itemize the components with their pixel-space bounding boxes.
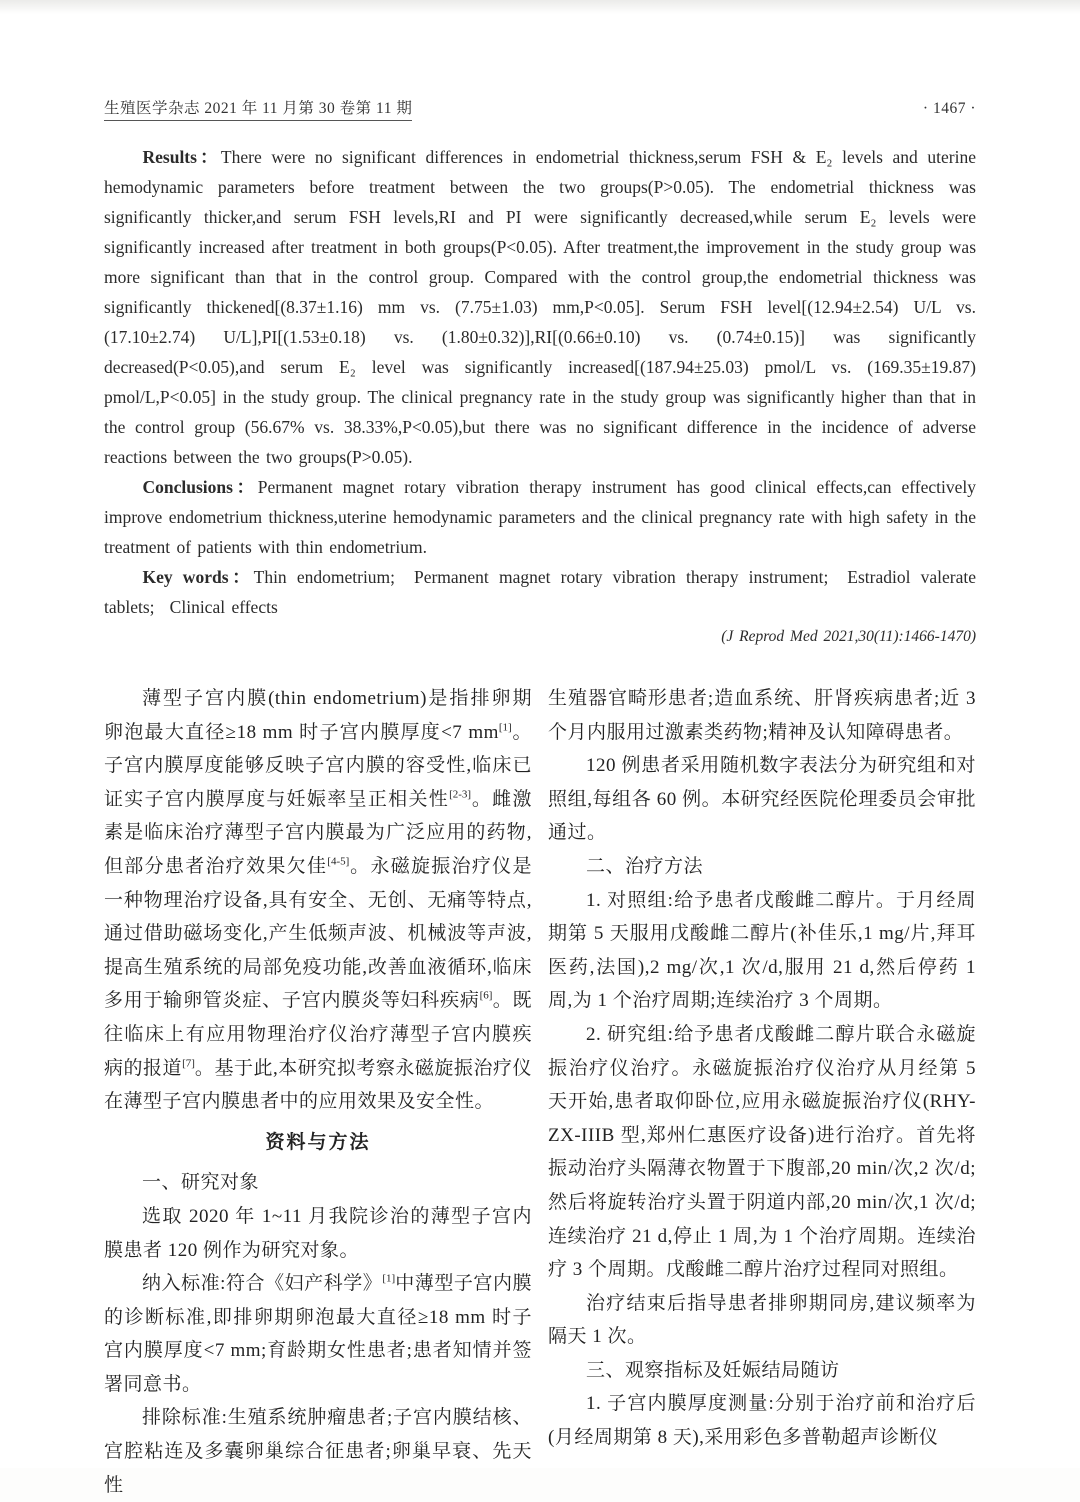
journal-citation: (J Reprod Med 2021,30(11):1466-1470) xyxy=(721,628,976,645)
paragraph: 薄型子宫内膜(thin endometrium)是指排卵期卵泡最大直径≥18 mm 时子宫内膜厚度<7 mm[1]。子宫内膜厚度能够反映子宫内膜的容受性,临床已证实子宫内膜厚度与妊娠率呈正相关性[2-3]。雌激素是临床治疗薄型子宫内膜最为广泛应用的药物,但部分患者治疗效果欠佳[4-5]。永磁旋振治疗仪是一种物理治疗设备,具有安全、无创、无痛等特点,通过借助磁场变化,产生低频声波、机械波等声波,提高生殖系统的局部免疫功能,改善血液循环,临床多用于输卵管炎症、子宫内膜炎等妇科疾病[6]。既往临床上有应用物理治疗仪治疗薄型子宫内膜疾病的报道[7]。基于此,本研究拟考察永磁旋振治疗仪在薄型子宫内膜患者中的应用效果及安全性。 xyxy=(104,688,532,1113)
abstract-keywords-paragraph xyxy=(104,562,976,622)
paragraph: 三、观察指标及妊娠结局随访 xyxy=(586,1359,840,1381)
abstract-conclusions-paragraph xyxy=(104,472,976,562)
left-column xyxy=(104,682,532,1502)
paragraph: 一、研究对象 xyxy=(142,1172,260,1194)
page-header xyxy=(104,96,976,121)
page-number: · 1467 · xyxy=(922,100,976,117)
journal-title: 生殖医学杂志 2021 年 11 月第 30 卷第 11 期 xyxy=(104,96,412,121)
reference-marker: [1] xyxy=(498,721,512,734)
right-column xyxy=(548,682,976,1502)
body-columns xyxy=(104,682,976,1502)
paragraph: 2. 研究组:给予患者戊酸雌二醇片联合永磁旋振治疗仪治疗。永磁旋振治疗仪治疗从月经第 5 天开始,患者取仰卧位,应用永磁旋振治疗仪(RHY-ZX-IIIB 型,郑州仁惠医疗设备)进行治疗。首先将振动治疗头隔薄衣物置于下腹部,20 min/次,2 次/d;然后将旋转治疗头置于阴道内部,20 min/次,1 次/d;连续治疗 21 d,停止 1 周,为 1 个治疗周期。连续治疗 3 个周期。戊酸雌二醇片治疗过程同对照组。 xyxy=(548,1023,976,1281)
paragraph: 二、治疗方法 xyxy=(586,855,704,877)
paragraph: 1. 对照组:给予患者戊酸雌二醇片。于月经周期第 5 天服用戊酸雌二醇片(补佳乐,1 mg/片,拜耳医药,法国),2 mg/次,1 次/d,服用 21 d,然后停药 1 周,为 1 个治疗周期;连续治疗 3 个周期。 xyxy=(548,889,976,1012)
reference-marker: [7] xyxy=(182,1057,195,1070)
reference-marker: [4-5] xyxy=(327,855,350,868)
reference-marker: [6] xyxy=(479,990,493,1003)
paragraph: 选取 2020 年 1~11 月我院诊治的薄型子宫内膜患者 120 例作为研究对象。 xyxy=(104,1205,532,1261)
reference-marker: [2-3] xyxy=(449,788,472,801)
section-heading: 资料与方法 xyxy=(265,1131,371,1153)
keywords-text: Thin endometrium; Permanent magnet rotary vibration therapy instrument; Estradiol valerate tablets; Clinical effects xyxy=(104,567,977,617)
conclusions-text: Permanent magnet rotary vibration therapy instrument has good clinical effects,can effectively improve endometrium thickness,uterine hemodynamic parameters and the clinical pregnancy rate with high safety in the treatment of patients with thin endometrium. xyxy=(104,477,976,557)
paragraph: 治疗结束后指导患者排卵期同房,建议频率为隔天 1 次。 xyxy=(548,1292,976,1348)
conclusions-label: Conclusions： xyxy=(142,477,258,497)
paragraph: 纳入标准:符合《妇产科学》[1]中薄型子宫内膜的诊断标准,即排卵期卵泡最大直径≥18 mm 时子宫内膜厚度<7 mm;育龄期女性患者;患者知情并签署同意书。 xyxy=(104,1272,532,1395)
results-text: There were no significant differences in endometrial thickness,serum FSH & E₂ levels and uterine hemodynamic parameters before treatment between the two groups(P>0.05). The endometrial thickness was significantly thicker,and serum FSH levels,RI and PI were significantly decreased,while serum E₂ levels were significantly increased after treatment in both groups(P<0.05). After treatment,the improvement in the study group was more significant than that in the control group. Compared with the control group,the endometrial thickness was significantly thickened[(8.37±1.16) mm vs. (7.75±1.03) mm,P<0.05]. Serum FSH level[(12.94±2.54) U/L vs. (17.10±2.74) U/L],PI[(1.53±0.18) vs. (1.80±0.32)],RI[(0.66±0.10) vs. (0.74±0.15)] was significantly decreased(P<0.05),and serum E₂ level was significantly increased[(187.94±25.03) pmol/L vs. (169.35±19.87) pmol/L,P<0.05] in the study group. The clinical pregnancy rate in the study group was significantly higher than that in the control group (56.67% vs. 38.33%,P<0.05),but there was no significant difference in the incidence of adverse reactions between the two groups(P>0.05). xyxy=(104,147,976,467)
reference-marker: [1] xyxy=(382,1272,396,1285)
paragraph: 排除标准:生殖系统肿瘤患者;子宫内膜结核、宫腔粘连及多囊卵巢综合征患者;卵巢早衰、先天性 xyxy=(104,1407,532,1496)
paragraph: 120 例患者采用随机数字表法分为研究组和对照组,每组各 60 例。本研究经医院伦理委员会审批通过。 xyxy=(548,755,976,844)
paragraph: 生殖器官畸形患者;造血系统、肝肾疾病患者;近 3 个月内服用过激素类药物;精神及认知障碍患者。 xyxy=(548,688,976,743)
english-abstract xyxy=(104,142,976,652)
results-label: Results： xyxy=(142,147,221,167)
abstract-results-paragraph xyxy=(104,142,976,472)
keywords-label: Key words： xyxy=(142,567,254,587)
paragraph: 1. 子宫内膜厚度测量:分别于治疗前和治疗后(月经周期第 8 天),采用彩色多普勒超声诊断仪 xyxy=(548,1393,976,1449)
